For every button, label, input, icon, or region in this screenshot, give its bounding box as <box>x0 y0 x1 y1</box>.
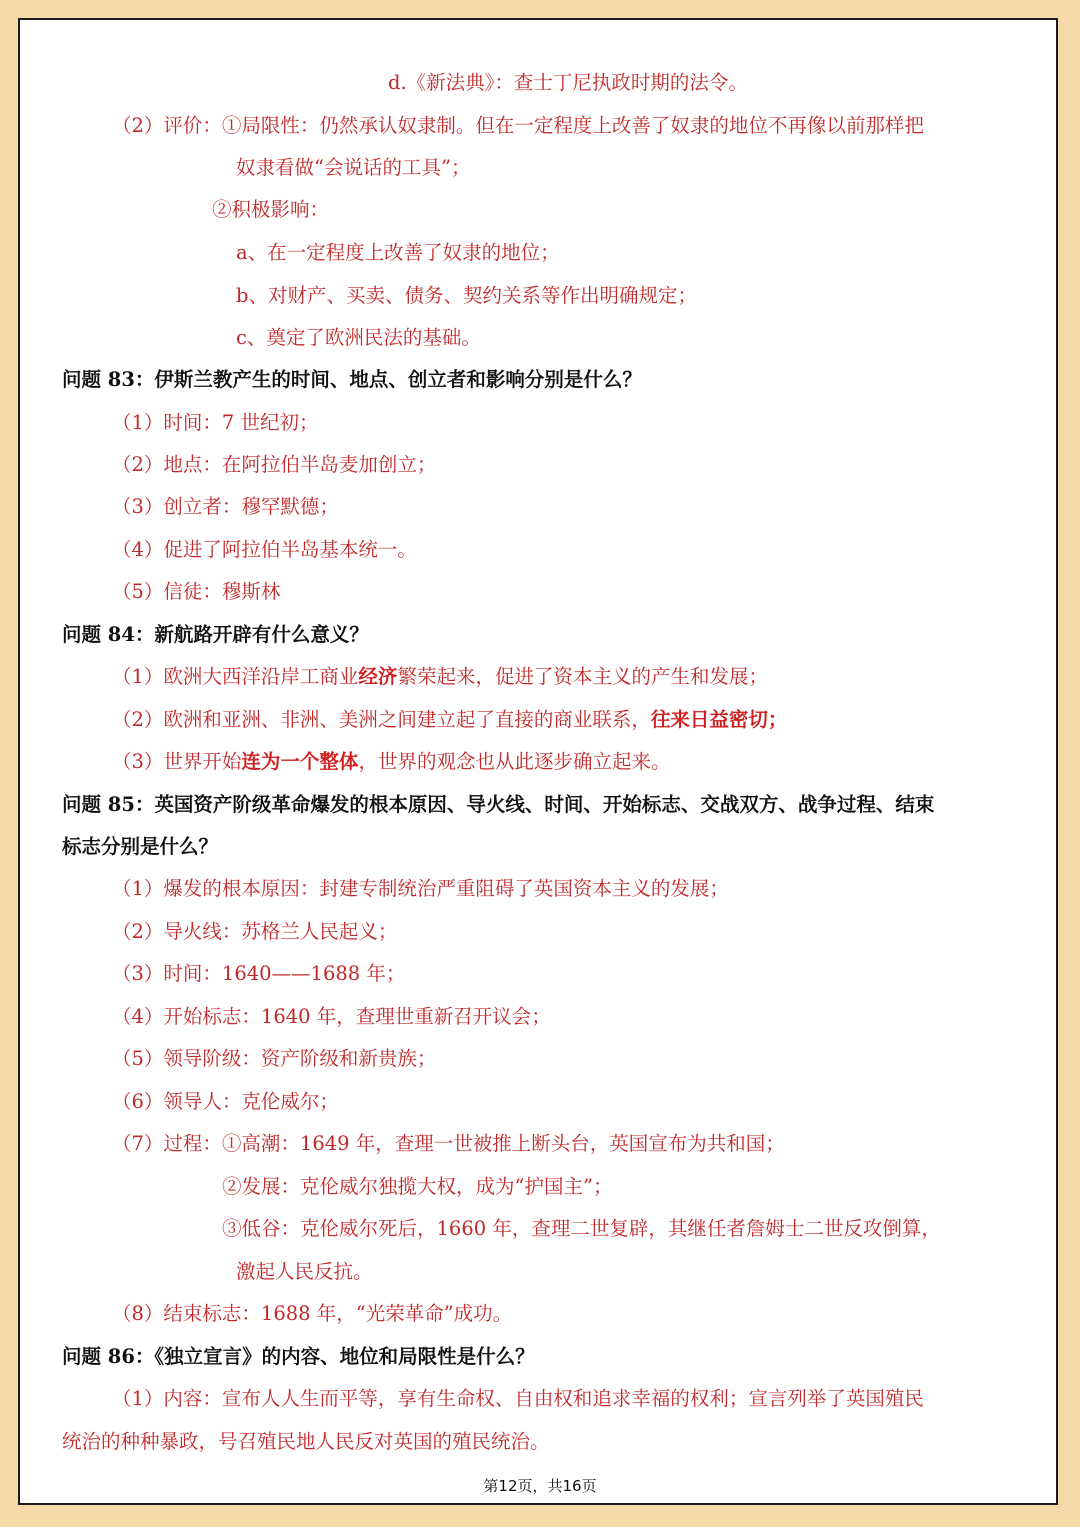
text-line: 激起人民反抗。 <box>236 1260 373 1283</box>
text-line <box>112 662 768 692</box>
text-line: （1）时间：7 世纪初； <box>112 411 319 434</box>
text-line: （3）创立者：穆罕默德； <box>112 495 339 518</box>
text-line: （4）开始标志：1640 年，查理世重新召开议会； <box>112 1005 551 1028</box>
text-line: （7）过程：①高潮：1649 年，查理一世被推上断头台，英国宣布为共和国； <box>112 1132 785 1155</box>
question-heading: 问题 83：伊斯兰教产生的时间、地点、创立者和影响分别是什么？ <box>62 368 642 391</box>
highlight-text: 连为一个整体 <box>241 750 359 773</box>
text-line: （2）评价：①局限性：仍然承认奴隶制。但在一定程度上改善了奴隶的地位不再像以前那样把 <box>112 114 924 137</box>
text-line: 奴隶看做“会说话的工具”； <box>236 156 471 179</box>
text-line: （3）时间：1640——1688 年； <box>112 962 406 985</box>
text-segment: （1）欧洲大西洋沿岸工商业 <box>112 665 359 688</box>
text-line: a、在一定程度上改善了奴隶的地位； <box>236 241 560 264</box>
text-segment: （2）欧洲和亚洲、非洲、美洲之间建立起了直接的商业联系， <box>112 708 651 731</box>
question-heading: 问题 86：《独立宣言》的内容、地位和局限性是什么？ <box>62 1345 535 1368</box>
text-line: ③低谷：克伦威尔死后，1660 年，查理二世复辟，其继任者詹姆士二世反攻倒算， <box>222 1217 941 1240</box>
question-heading: 问题 85：英国资产阶级革命爆发的根本原因、导火线、时间、开始标志、交战双方、战争过程、结束 <box>62 793 935 816</box>
question-heading: 问题 84：新航路开辟有什么意义？ <box>62 623 369 646</box>
text-line: （4）促进了阿拉伯半岛基本统一。 <box>112 538 417 561</box>
text-segment: ，世界的观念也从此逐步确立起来。 <box>358 750 671 773</box>
text-line: d.《新法典》：查士丁尼执政时期的法令。 <box>388 71 748 94</box>
highlight-text: 往来日益密切； <box>650 708 788 731</box>
text-segment: （3）世界开始 <box>112 750 242 773</box>
text-line: （1）内容：宣布人人生而平等，享有生命权、自由权和追求幸福的权利；宣言列举了英国殖民 <box>112 1387 924 1410</box>
text-line: （5）领导阶级：资产阶级和新贵族； <box>112 1047 437 1070</box>
text-line: （5）信徒：穆斯林 <box>112 580 281 603</box>
text-line: （2）导火线：苏格兰人民起义； <box>112 920 398 943</box>
text-line <box>112 705 787 735</box>
highlight-text: 经济 <box>358 665 398 688</box>
text-line: ②发展：克伦威尔独揽大权，成为“护国主”； <box>222 1175 613 1198</box>
text-line: 统治的种种暴政，号召殖民地人民反对英国的殖民统治。 <box>62 1430 550 1453</box>
text-line: （6）领导人：克伦威尔； <box>112 1090 339 1113</box>
page-number-footer: 第12页，共16页 <box>483 1477 597 1495</box>
text-line: ②积极影响： <box>212 198 330 221</box>
question-heading: 标志分别是什么？ <box>62 835 219 858</box>
text-line: b、对财产、买卖、债务、契约关系等作出明确规定； <box>236 284 697 307</box>
text-line: （1）爆发的根本原因：封建专制统治严重阻碍了英国资本主义的发展； <box>112 877 729 900</box>
text-line: c、奠定了欧洲民法的基础。 <box>236 326 481 349</box>
text-segment: 繁荣起来，促进了资本主义的产生和发展； <box>397 665 768 688</box>
text-line <box>112 747 670 777</box>
text-line: （2）地点：在阿拉伯半岛麦加创立； <box>112 453 437 476</box>
text-line: （8）结束标志：1688 年，“光荣革命”成功。 <box>112 1302 513 1325</box>
